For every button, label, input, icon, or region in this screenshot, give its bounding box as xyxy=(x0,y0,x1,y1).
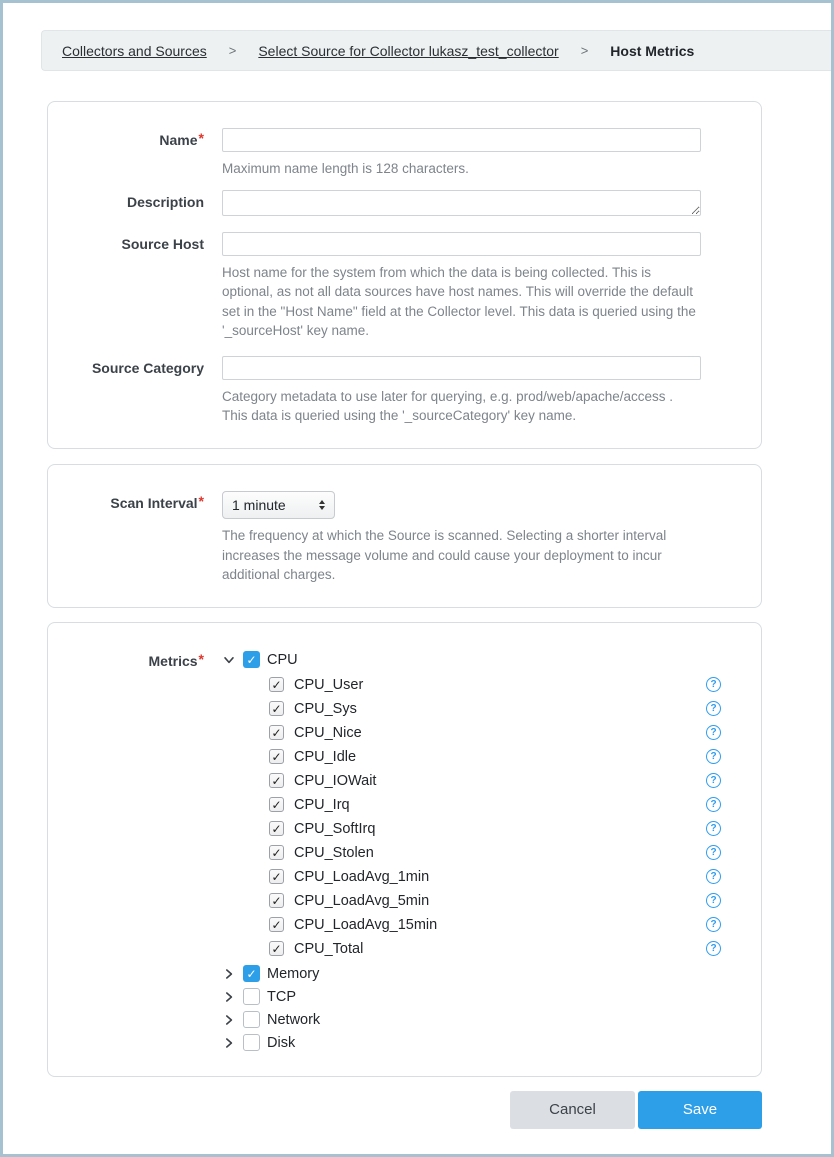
metrics-row xyxy=(48,649,717,1054)
source-host-help-text: Host name for the system from which the data is being collected. This is optional, as not all data sources have host names. This will override the default set in the "Host Name" field at the Collector level. This data is queried using the '_sourceHost' key name. xyxy=(222,264,696,339)
help-icon[interactable]: ? xyxy=(706,821,721,836)
metric-item-row xyxy=(269,865,721,889)
metric-item-label: CPU_SoftIrq xyxy=(294,820,376,837)
metrics-label xyxy=(48,649,204,669)
name-label-text: Name xyxy=(159,132,198,148)
source-category-help-text: Category metadata to use later for querying, e.g. prod/web/apache/access . This data is queried using the '_sourceCategory' key name. xyxy=(222,388,674,424)
metric-group-checkbox[interactable] xyxy=(243,988,260,1005)
metric-item-label: CPU_Idle xyxy=(294,748,357,765)
metric-item-label: CPU_LoadAvg_1min xyxy=(294,868,430,885)
source-category-row xyxy=(48,356,701,426)
panel-basic-fields xyxy=(47,101,762,449)
metric-item-checkbox[interactable]: ✓ xyxy=(269,773,284,788)
metric-item-row xyxy=(269,913,721,937)
description-label: Description xyxy=(126,193,204,210)
metric-group-checkbox[interactable] xyxy=(243,1034,260,1051)
metrics-label-text: Metrics xyxy=(148,652,198,669)
source-category-label: Source Category xyxy=(91,359,204,376)
metric-item-row xyxy=(269,793,721,817)
panel-scan-interval xyxy=(47,464,762,608)
metric-item-row xyxy=(269,745,721,769)
metric-item-checkbox[interactable]: ✓ xyxy=(269,725,284,740)
required-asterisk: * xyxy=(198,492,204,509)
metric-group-label: TCP xyxy=(267,988,296,1005)
help-icon[interactable]: ? xyxy=(706,677,721,692)
metric-item-row xyxy=(269,841,721,865)
metrics-tree xyxy=(222,649,721,1054)
metric-children-list xyxy=(269,673,721,961)
metric-item-label: CPU_LoadAvg_5min xyxy=(294,892,430,909)
metric-item-row xyxy=(269,697,721,721)
metric-item-label: CPU_IOWait xyxy=(294,772,377,789)
name-help-text: Maximum name length is 128 characters. xyxy=(222,161,469,176)
breadcrumb xyxy=(41,30,831,71)
scan-interval-label-text: Scan Interval xyxy=(110,494,198,511)
help-icon[interactable]: ? xyxy=(706,797,721,812)
chevron-down-icon[interactable] xyxy=(222,653,236,667)
name-input[interactable] xyxy=(222,128,701,152)
metric-item-checkbox[interactable]: ✓ xyxy=(269,677,284,692)
scan-interval-selected-value: 1 minute xyxy=(232,496,286,513)
metric-item-checkbox[interactable]: ✓ xyxy=(269,701,284,716)
breadcrumb-separator: > xyxy=(580,43,589,58)
required-asterisk: * xyxy=(198,130,204,146)
metric-group-label: CPU xyxy=(267,651,298,668)
metric-item-label: CPU_Total xyxy=(294,940,364,957)
metric-item-checkbox[interactable]: ✓ xyxy=(269,797,284,812)
help-icon[interactable]: ? xyxy=(706,725,721,740)
metric-group-checkbox[interactable] xyxy=(243,1011,260,1028)
metric-item-row xyxy=(269,889,721,913)
help-icon[interactable]: ? xyxy=(706,749,721,764)
scan-interval-help-text: The frequency at which the Source is scanned. Selecting a shorter interval increases the message volume and could cause your deployment to incur additional charges. xyxy=(222,527,667,583)
description-field-wrap xyxy=(222,190,701,221)
panel-metrics xyxy=(47,622,762,1077)
chevron-right-icon[interactable] xyxy=(222,967,236,981)
metric-item-label: CPU_LoadAvg_15min xyxy=(294,916,438,933)
metric-group-checkbox[interactable]: ✓ xyxy=(243,965,260,982)
save-button[interactable]: Save xyxy=(638,1091,762,1129)
required-asterisk: * xyxy=(198,650,204,667)
metric-group-row xyxy=(222,986,721,1008)
scan-interval-row xyxy=(48,491,701,585)
metric-group-label: Memory xyxy=(267,965,320,982)
description-row xyxy=(48,190,701,221)
chevron-right-icon[interactable] xyxy=(222,990,236,1004)
source-host-row xyxy=(48,232,701,341)
metric-group-checkbox[interactable]: ✓ xyxy=(243,651,260,668)
metric-item-label: CPU_Sys xyxy=(294,700,357,717)
metric-item-row xyxy=(269,817,721,841)
scan-interval-field-wrap xyxy=(222,491,701,585)
breadcrumb-link[interactable]: Select Source for Collector lukasz_test_collector xyxy=(258,42,559,59)
metric-group-row xyxy=(222,649,721,671)
name-row xyxy=(48,128,701,179)
metric-group-row xyxy=(222,1009,721,1031)
source-category-field-wrap xyxy=(222,356,701,426)
chevron-right-icon[interactable] xyxy=(222,1013,236,1027)
metric-item-checkbox[interactable]: ✓ xyxy=(269,845,284,860)
help-icon[interactable]: ? xyxy=(706,701,721,716)
metric-item-row xyxy=(269,937,721,961)
metric-item-label: CPU_Nice xyxy=(294,724,362,741)
help-icon[interactable]: ? xyxy=(706,893,721,908)
breadcrumb-current: Host Metrics xyxy=(610,42,695,59)
help-icon[interactable]: ? xyxy=(706,869,721,884)
source-host-field-wrap xyxy=(222,232,701,341)
name-label xyxy=(48,128,204,148)
help-icon[interactable]: ? xyxy=(706,773,721,788)
metric-item-label: CPU_Irq xyxy=(294,796,350,813)
metric-item-checkbox[interactable]: ✓ xyxy=(269,821,284,836)
metric-group-label: Disk xyxy=(267,1034,296,1051)
metric-item-row xyxy=(269,769,721,793)
scan-interval-label xyxy=(48,491,204,511)
cancel-button[interactable]: Cancel xyxy=(510,1091,635,1129)
metric-group-row xyxy=(222,1032,721,1054)
help-icon[interactable]: ? xyxy=(706,917,721,932)
metric-item-label: CPU_Stolen xyxy=(294,844,374,861)
metric-group-label: Network xyxy=(267,1011,321,1028)
name-field-wrap xyxy=(222,128,701,179)
scan-interval-select[interactable] xyxy=(222,491,335,519)
actions-bar xyxy=(47,1091,762,1129)
chevron-right-icon[interactable] xyxy=(222,1036,236,1050)
metric-item-checkbox[interactable]: ✓ xyxy=(269,917,284,932)
metric-group-row xyxy=(222,963,721,985)
metric-item-checkbox[interactable]: ✓ xyxy=(269,893,284,908)
help-icon[interactable]: ? xyxy=(706,941,721,956)
description-textarea[interactable] xyxy=(222,190,701,216)
breadcrumb-link[interactable]: Collectors and Sources xyxy=(62,42,207,59)
metric-item-row xyxy=(269,673,721,697)
metric-item-label: CPU_User xyxy=(294,676,364,693)
metric-item-checkbox[interactable]: ✓ xyxy=(269,941,284,956)
source-host-input[interactable] xyxy=(222,232,701,256)
help-icon[interactable]: ? xyxy=(706,845,721,860)
breadcrumb-separator: > xyxy=(228,43,237,58)
select-stepper-icon xyxy=(319,500,325,511)
metric-item-row xyxy=(269,721,721,745)
metric-item-checkbox[interactable]: ✓ xyxy=(269,749,284,764)
metric-item-checkbox[interactable]: ✓ xyxy=(269,869,284,884)
source-category-input[interactable] xyxy=(222,356,701,380)
source-host-label: Source Host xyxy=(121,235,204,252)
